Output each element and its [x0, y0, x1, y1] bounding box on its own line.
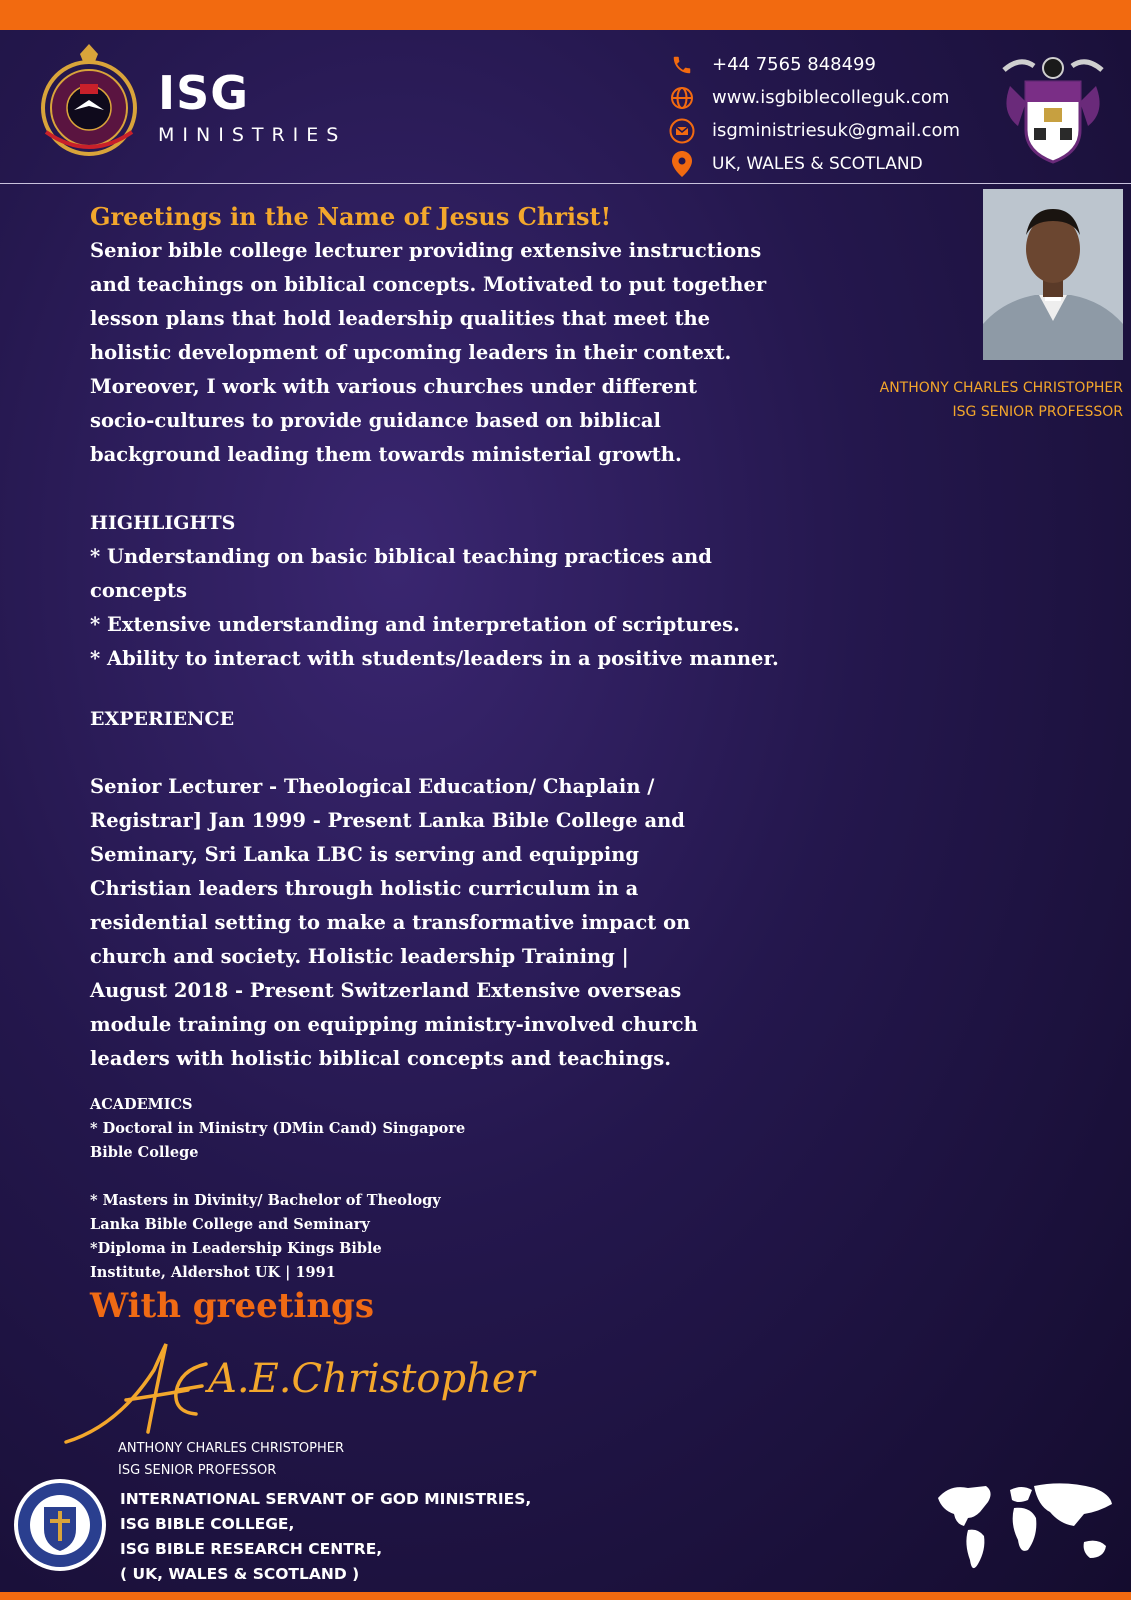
intro-line: lesson plans that hold leadership qualities that meet the	[90, 307, 711, 330]
contact-list	[668, 48, 960, 180]
footer-org-line: ISG BIBLE COLLEGE,	[120, 1515, 295, 1533]
intro-section	[90, 200, 790, 676]
academics-section	[90, 1093, 510, 1285]
experience-line: residential setting to make a transformative impact on	[90, 911, 691, 934]
experience-line: Seminary, Sri Lanka LBC is serving and equipping	[90, 843, 640, 866]
intro-line: Senior bible college lecturer providing extensive instructions	[90, 239, 762, 262]
experience-line: leaders with holistic biblical concepts and teachings.	[90, 1047, 672, 1070]
highlight-line: concepts	[90, 579, 187, 602]
brand-subtitle: MINISTRIES	[158, 124, 347, 146]
portrait-image	[983, 189, 1123, 360]
contact-website[interactable]	[668, 81, 960, 114]
experience-line: church and society. Holistic leadership Training |	[90, 945, 629, 968]
academics-line: Institute, Aldershot UK | 1991	[90, 1264, 336, 1281]
phone-number: +44 7565 848499	[712, 54, 876, 75]
top-accent-bar	[0, 0, 1131, 30]
highlights-heading: HIGHLIGHTS	[90, 512, 236, 534]
bottom-accent-bar	[0, 1592, 1131, 1600]
experience-line: module training on equipping ministry-involved church	[90, 1013, 698, 1036]
signatory-title: ISG SENIOR PROFESSOR	[118, 1463, 277, 1478]
contact-phone[interactable]	[668, 48, 960, 81]
world-map-icon	[934, 1478, 1118, 1582]
greeting-heading: Greetings in the Name of Jesus Christ!	[90, 202, 612, 231]
intro-line: background leading them towards ministerial growth.	[90, 443, 682, 466]
experience-line: August 2018 - Present Switzerland Extensive overseas	[90, 979, 682, 1002]
academics-line: * Doctoral in Ministry (DMin Cand) Singapore	[90, 1120, 466, 1137]
header-divider	[0, 183, 1131, 184]
intro-line: holistic development of upcoming leaders in their context.	[90, 341, 732, 364]
location-text: UK, WALES & SCOTLAND	[712, 153, 923, 174]
experience-section	[90, 702, 810, 1076]
signatory-block	[118, 1438, 344, 1482]
contact-location	[668, 147, 960, 180]
profile-caption	[880, 376, 1123, 424]
isg-logo-emblem-icon	[36, 42, 142, 162]
signatory-name: ANTHONY CHARLES CHRISTOPHER	[118, 1441, 344, 1456]
email-icon	[668, 117, 696, 145]
highlight-line: * Ability to interact with students/leaders in a positive manner.	[90, 647, 779, 670]
academics-line	[90, 1165, 510, 1189]
footer-org-line: ISG BIBLE RESEARCH CENTRE,	[120, 1540, 383, 1558]
phone-icon	[668, 51, 696, 79]
contact-email[interactable]	[668, 114, 960, 147]
profile-photo	[983, 189, 1123, 360]
footer-org-line: INTERNATIONAL SERVANT OF GOD MINISTRIES,	[120, 1490, 532, 1508]
academics-line: * Masters in Divinity/ Bachelor of Theology	[90, 1192, 441, 1209]
intro-line: socio-cultures to provide guidance based on biblical	[90, 409, 661, 432]
brand-name: ISG	[158, 66, 250, 120]
experience-heading: EXPERIENCE	[90, 708, 235, 730]
experience-line: Senior Lecturer - Theological Education/ Chaplain /	[90, 775, 655, 798]
footer-org-line: ( UK, WALES & SCOTLAND )	[120, 1565, 360, 1583]
experience-line: Christian leaders through holistic curriculum in a	[90, 877, 639, 900]
email-address: isgministriesuk@gmail.com	[712, 120, 961, 141]
intro-line: Moreover, I work with various churches under different	[90, 375, 697, 398]
signature-text: A.E.Christopher	[208, 1356, 535, 1402]
closing-greeting: With greetings	[90, 1286, 374, 1326]
experience-line: Registrar] Jan 1999 - Present Lanka Bible College and	[90, 809, 685, 832]
research-centre-seal-icon	[12, 1477, 108, 1573]
globe-icon	[668, 84, 696, 112]
footer-organization	[120, 1487, 531, 1587]
profile-name: ANTHONY CHARLES CHRISTOPHER	[879, 380, 1123, 396]
profile-title: ISG SENIOR PROFESSOR	[952, 404, 1123, 420]
highlight-line: * Understanding on basic biblical teaching practices and	[90, 545, 712, 568]
college-crest-icon	[1000, 52, 1106, 164]
academics-line: Bible College	[90, 1144, 199, 1161]
website-link: www.isgbiblecolleguk.com	[712, 87, 950, 108]
brand-block	[158, 66, 347, 146]
location-pin-icon	[668, 150, 696, 178]
intro-line: and teachings on biblical concepts. Motivated to put together	[90, 273, 767, 296]
highlight-line: * Extensive understanding and interpretation of scriptures.	[90, 613, 740, 636]
academics-line: *Diploma in Leadership Kings Bible	[90, 1240, 382, 1257]
academics-heading: ACADEMICS	[90, 1096, 193, 1113]
academics-line: Lanka Bible College and Seminary	[90, 1216, 370, 1233]
